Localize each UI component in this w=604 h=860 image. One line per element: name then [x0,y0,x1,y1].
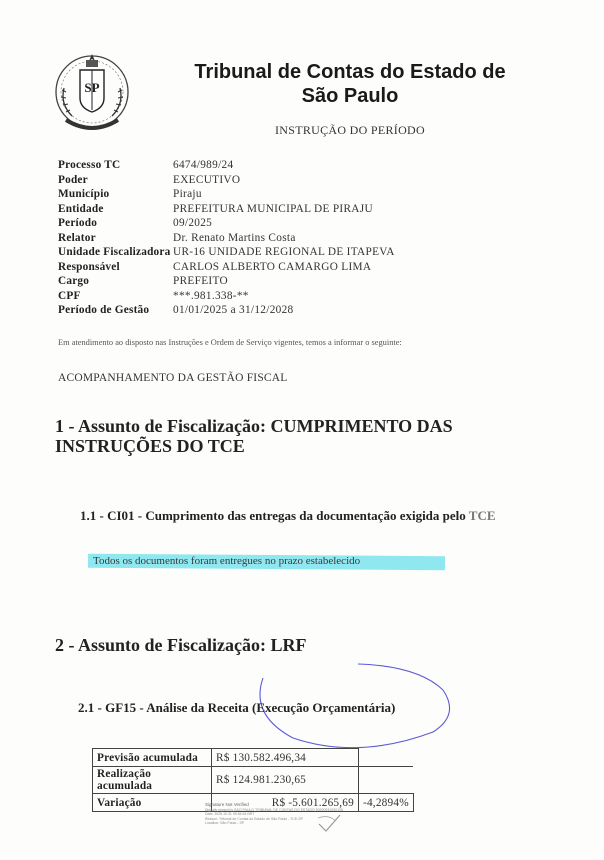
table-row [93,749,414,767]
subsection-1-1-note: Todos os documentos foram entregues no prazo estabelecido [93,555,361,567]
table-cell-label: Previsão acumulada [93,749,212,767]
info-label: Processo TC [58,159,121,171]
info-row [58,245,395,260]
info-label: Município [58,188,110,200]
info-value: 6474/989/24 [173,159,234,171]
section-1-title: 1 - Assunto de Fiscalização: CUMPRIMENTO DAS INSTRUÇÕES DO TCE [55,416,453,456]
state-seal-icon [50,48,134,138]
info-row [58,231,395,246]
info-row [58,289,395,304]
page-title [160,60,540,108]
info-value: EXECUTIVO [173,173,241,186]
info-row [58,202,395,217]
info-row [58,260,395,275]
signature-line: Reason: Tribunal de Contas do Estado de São Paulo - TCE-SP [205,816,303,821]
info-value: CARLOS ALBERTO CAMARGO LIMA [173,260,372,273]
info-row [58,173,395,188]
info-label: Unidade Fiscalizadora [58,246,171,258]
subsection-2-1-title: 2.1 - GF15 - Análise da Receita (Execução Orçamentária) [78,700,396,715]
seal-letters: SP [84,80,100,95]
info-row [58,187,395,202]
intro-text: Em atendimento ao disposto nas Instruções e Ordem de Serviço vigentes, temos a informar o seguinte: [58,338,402,347]
table-row [93,767,414,794]
section-heading-acompanhamento: ACOMPANHAMENTO DA GESTÃO FISCAL [58,372,288,384]
table-cell-value: R$ -5.601.265,69 [212,794,359,812]
info-value: 01/01/2025 a 31/12/2028 [173,304,294,316]
info-label: Responsável [58,260,120,273]
subsection-1-1-title [80,508,496,524]
signature-line: Digitally signed by SAO PAULO TRIBUNAL DE CONTAS DO ESTADO 50290931000135 [205,807,343,812]
table-cell-percent: -4,2894% [359,794,414,812]
info-label: Cargo [58,275,90,287]
table-cell-empty [359,749,414,767]
info-label: Período de Gestão [58,304,150,316]
table-cell-label: Realização acumulada [93,767,212,794]
table-cell-label: Variação [93,794,212,812]
info-row [58,303,395,318]
table-cell-empty [359,767,414,794]
table-cell-value: R$ 130.582.496,34 [212,749,359,767]
info-value: Dr. Renato Martins Costa [173,231,296,244]
info-value: Piraju [173,188,202,200]
info-value: 09/2025 [173,217,213,229]
info-label: Entidade [58,202,104,215]
signature-header: Signature Not Verified [205,802,249,807]
info-label: Relator [58,231,96,244]
signature-check-icon [316,812,342,834]
document-subtitle: INSTRUÇÃO DO PERÍODO [274,123,425,137]
info-label: Período [58,217,98,229]
info-value: ***.981.338-** [173,289,249,302]
info-row [58,274,395,289]
table-cell-value: R$ 124.981.230,65 [212,767,359,794]
digital-signature-block [205,803,395,826]
info-value: PREFEITURA MUNICIPAL DE PIRAJU [173,202,373,215]
process-info-block [58,158,395,318]
title-line-1: Tribunal de Contas do Estado de [194,61,506,83]
signature-line: Location: São Paulo - SP [205,821,245,826]
info-row [58,216,395,231]
signature-line: Date: 2025.10.31 09:54:34 BRT [205,812,255,817]
subsection-1-1-faded: TCE [468,508,496,523]
info-label: CPF [58,289,81,302]
subsection-1-1-main: 1.1 - CI01 - Cumprimento das entregas da documentação exigida pelo [80,508,466,523]
info-value: PREFEITO [173,275,228,287]
info-row [58,158,395,173]
info-label: Poder [58,173,88,186]
title-line-2: São Paulo [301,85,399,107]
info-value: UR-16 UNIDADE REGIONAL DE ITAPEVA [173,246,395,258]
section-2-title: 2 - Assunto de Fiscalização: LRF [55,635,307,655]
